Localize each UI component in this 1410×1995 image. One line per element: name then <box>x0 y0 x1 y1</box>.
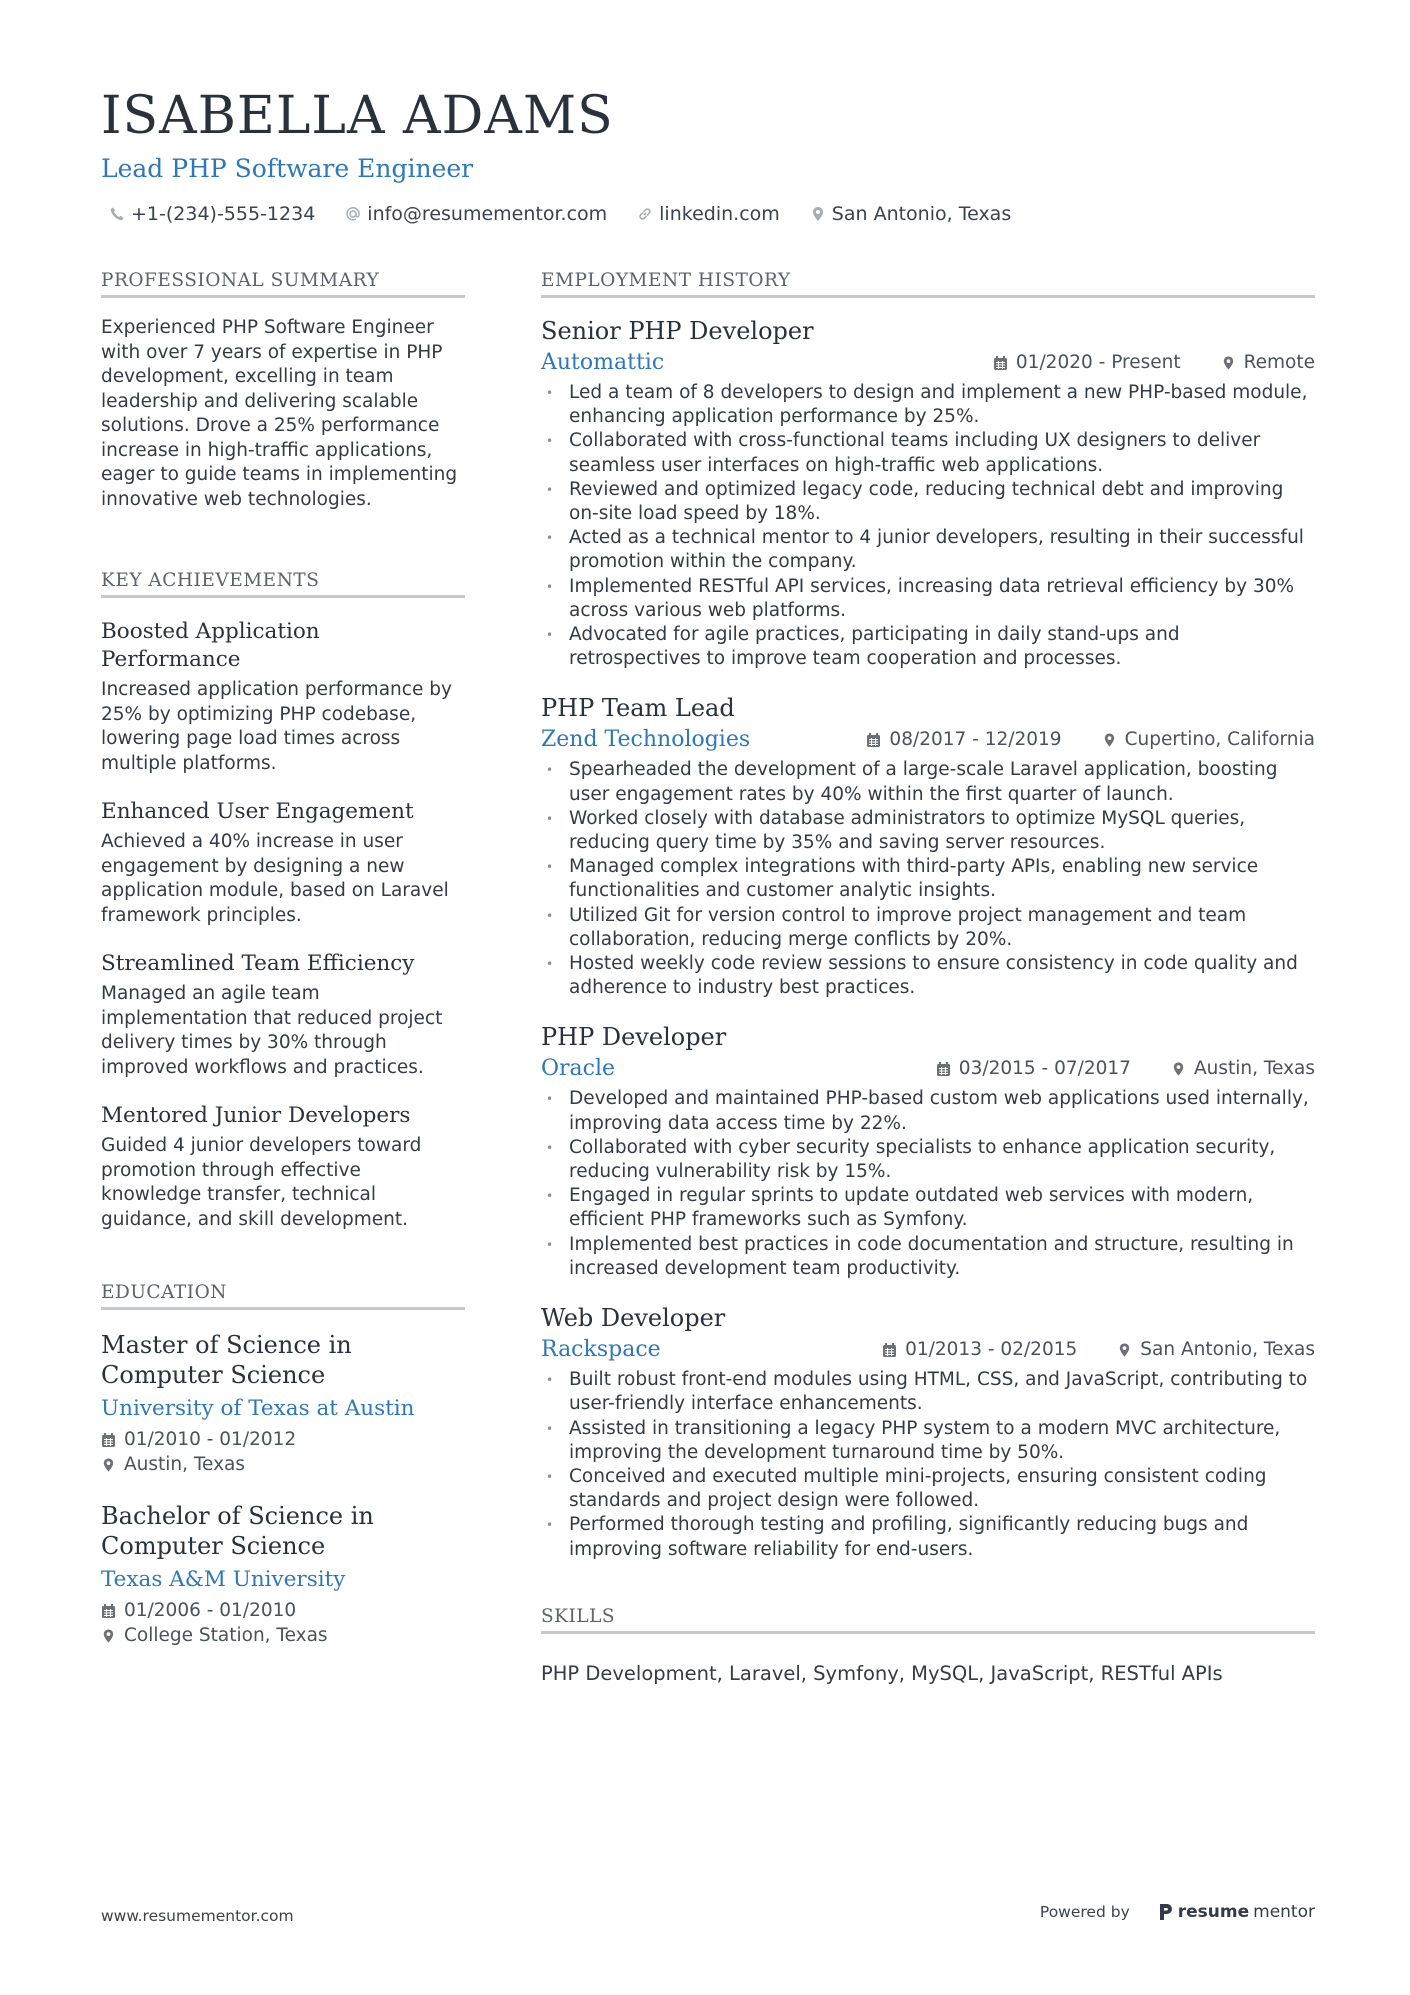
job-bullets <box>541 1368 1315 1562</box>
achievement-item <box>101 1102 465 1232</box>
job-bullet: • Engaged in regular sprints to update outdated web services with modern, efficient PHP frameworks such as Symfony. <box>541 1184 1315 1232</box>
calendar-icon <box>993 355 1008 371</box>
contact-email[interactable] <box>345 203 607 225</box>
education-item <box>101 1501 465 1646</box>
achievement-title: Streamlined Team Efficiency <box>101 951 415 976</box>
job-bullet: • Hosted weekly code review sessions to ensure consistency in code quality and adherence to industry best practices. <box>541 952 1315 1000</box>
contact-bar <box>101 203 1321 225</box>
achievement-title: Enhanced User Engagement <box>101 799 414 824</box>
job-bullet: • Developed and maintained PHP-based custom web applications used internally, improving data access time by 22%. <box>541 1087 1315 1135</box>
summary-section <box>101 270 465 512</box>
brand-name-light: mentor <box>1253 1902 1315 1922</box>
location-icon <box>1221 355 1236 371</box>
education-location <box>101 1454 465 1475</box>
candidate-name: ISABELLA ADAMS <box>101 86 614 146</box>
job-title: Web Developer <box>541 1304 726 1333</box>
education-dates <box>101 1429 465 1450</box>
link-icon <box>637 206 653 222</box>
employment-section <box>541 270 1315 1562</box>
contact-location-text: San Antonio, Texas <box>831 203 1012 225</box>
education-section <box>101 1282 465 1646</box>
achievements-heading: KEY ACHIEVEMENTS <box>101 570 465 598</box>
calendar-icon <box>936 1061 951 1077</box>
job-entry <box>541 693 1315 1000</box>
job-title-headline: Lead PHP Software Engineer <box>101 154 474 183</box>
brand-logo-icon <box>1158 1902 1174 1922</box>
job-bullet: • Collaborated with cyber security specialists to enhance application security, reducing vulnerability risk by 15%. <box>541 1136 1315 1184</box>
contact-location <box>810 203 1011 225</box>
phone-icon <box>109 206 125 222</box>
achievement-title: Mentored Junior Developers <box>101 1103 411 1128</box>
location-icon <box>1171 1061 1186 1077</box>
job-meta <box>866 729 1315 750</box>
contact-phone-text: +1-(234)-555-1234 <box>131 203 316 225</box>
job-bullet: • Utilized Git for version control to improve project management and team collaboration, reducing merge conflicts by 20%. <box>541 904 1315 952</box>
location-icon <box>101 1457 116 1473</box>
job-meta-row <box>541 727 1315 752</box>
employment-heading: EMPLOYMENT HISTORY <box>541 270 1315 298</box>
resume-header <box>101 84 1321 225</box>
education-item <box>101 1330 465 1475</box>
achievement-text: Managed an agile team implementation that reduced project delivery times by 30% through improved workflows and practices. <box>101 983 443 1078</box>
job-bullet: • Managed complex integrations with third-party APIs, enabling new service functionalities and customer analytic insights. <box>541 855 1315 903</box>
contact-email-text: info@resumementor.com <box>367 203 608 225</box>
achievement-text: Increased application performance by 25% by optimizing PHP codebase, lowering page load times across multiple platforms. <box>101 679 452 774</box>
education-location <box>101 1625 465 1646</box>
calendar-icon <box>101 1432 116 1448</box>
brand-name-bold: resume <box>1177 1902 1250 1922</box>
education-degree: Bachelor of Science in Computer Science <box>101 1502 374 1560</box>
job-title: PHP Developer <box>541 1023 727 1052</box>
job-bullets <box>541 1087 1315 1281</box>
calendar-icon <box>101 1603 116 1619</box>
job-dates: 03/2015 - 07/2017 <box>958 1058 1131 1080</box>
job-entry <box>541 1303 1315 1562</box>
job-bullet: • Implemented best practices in code documentation and structure, resulting in increased development team productivity. <box>541 1233 1315 1281</box>
contact-linkedin[interactable] <box>637 203 780 225</box>
job-location: Remote <box>1243 352 1315 373</box>
job-bullet: • Acted as a technical mentor to 4 junior developers, resulting in their successful promotion within the company. <box>541 526 1315 574</box>
location-icon <box>810 206 826 222</box>
job-bullet: • Led a team of 8 developers to design and implement a new PHP-based module, enhancing application performance by 25%. <box>541 381 1315 429</box>
job-meta <box>993 352 1315 373</box>
skills-section <box>541 1606 1315 1685</box>
brand-logo[interactable] <box>1158 1902 1315 1922</box>
job-company: Rackspace <box>541 1337 661 1363</box>
achievement-title: Boosted Application Performance <box>101 619 320 672</box>
summary-heading: PROFESSIONAL SUMMARY <box>101 270 465 298</box>
job-meta-row <box>541 1056 1315 1081</box>
education-degree: Master of Science in Computer Science <box>101 1331 352 1389</box>
job-location: Austin, Texas <box>1193 1058 1315 1080</box>
job-meta <box>936 1058 1315 1079</box>
skills-heading: SKILLS <box>541 1606 1315 1634</box>
achievement-text: Achieved a 40% increase in user engagement by designing a new application module, based on Laravel framework principles. <box>101 831 449 926</box>
contact-linkedin-text: linkedin.com <box>659 203 780 225</box>
achievement-item <box>101 618 465 776</box>
job-dates: 01/2013 - 02/2015 <box>905 1339 1078 1361</box>
job-location: Cupertino, California <box>1124 729 1315 751</box>
location-icon <box>1102 732 1117 748</box>
job-meta <box>882 1339 1315 1360</box>
location-icon <box>101 1628 116 1644</box>
powered-by-label: Powered by <box>1039 1903 1130 1921</box>
job-bullet: • Advocated for agile practices, participating in daily stand-ups and retrospectives to improve team cooperation and processes. <box>541 623 1315 671</box>
job-location: San Antonio, Texas <box>1140 1339 1315 1361</box>
job-title: PHP Team Lead <box>541 694 735 723</box>
job-bullet: • Collaborated with cross-functional teams including UX designers to deliver seamless user interfaces on high-traffic web applications. <box>541 429 1315 477</box>
job-bullet: • Conceived and executed multiple mini-projects, ensuring consistent coding standards and project design were followed. <box>541 1465 1315 1513</box>
job-company: Zend Technologies <box>541 727 751 753</box>
job-entry <box>541 1022 1315 1281</box>
contact-phone[interactable] <box>109 203 315 225</box>
skills-text: PHP Development, Laravel, Symfony, MySQL, JavaScript, RESTful APIs <box>541 1661 1223 1685</box>
job-title: Senior PHP Developer <box>541 317 814 345</box>
left-column <box>101 270 465 1646</box>
job-meta-row <box>541 1337 1315 1362</box>
right-column <box>541 270 1315 1685</box>
calendar-icon <box>882 1342 897 1358</box>
footer-powered-by <box>1040 1902 1315 1922</box>
job-bullet: • Performed thorough testing and profiling, significantly reducing bugs and improving software reliability for end-users. <box>541 1513 1315 1561</box>
education-heading: EDUCATION <box>101 1282 465 1310</box>
job-bullet: • Implemented RESTful API services, increasing data retrieval efficiency by 30% across various web platforms. <box>541 575 1315 623</box>
education-dates-text: 01/2006 - 01/2010 <box>124 1600 297 1621</box>
job-bullets <box>541 758 1315 1000</box>
job-company: Oracle <box>541 1056 616 1082</box>
achievement-item <box>101 798 465 928</box>
achievement-text: Guided 4 junior developers toward promotion through effective knowledge transfer, technical guidance, and skill development. <box>101 1135 422 1230</box>
job-bullet: • Worked closely with database administrators to optimize MySQL queries, reducing query time by 35% and saving server resources. <box>541 807 1315 855</box>
job-bullet: • Built robust front-end modules using HTML, CSS, and JavaScript, contributing to user-friendly interface enhancements. <box>541 1368 1315 1416</box>
achievement-item <box>101 950 465 1080</box>
job-bullet: • Reviewed and optimized legacy code, reducing technical debt and improving on-site load speed by 18%. <box>541 478 1315 526</box>
footer-website[interactable]: www.resumementor.com <box>101 1907 294 1925</box>
achievements-section <box>101 570 465 1232</box>
education-location-text: College Station, Texas <box>124 1625 328 1646</box>
location-icon <box>1117 1342 1132 1358</box>
job-entry <box>541 316 1315 671</box>
summary-text: Experienced PHP Software Engineer with over 7 years of expertise in PHP development, excelling in team leadership and delivering scalable solutions. Drove a 25% performance increase in high-traffic applications, eager to guide teams in implementing innovative web technologies. <box>101 317 458 510</box>
job-meta-row <box>541 350 1315 375</box>
job-company: Automattic <box>541 350 665 375</box>
education-dates-text: 01/2010 - 01/2012 <box>124 1429 297 1450</box>
calendar-icon <box>866 732 881 748</box>
job-bullet: • Spearheaded the development of a large-scale Laravel application, boosting user engagement rates by 40% within the first quarter of launch. <box>541 758 1315 806</box>
education-school: Texas A&M University <box>101 1567 346 1592</box>
job-dates: 08/2017 - 12/2019 <box>889 729 1062 751</box>
education-dates <box>101 1600 465 1621</box>
job-dates: 01/2020 - Present <box>1015 352 1181 373</box>
education-school: University of Texas at Austin <box>101 1396 415 1421</box>
at-icon <box>345 206 361 222</box>
job-bullet: • Assisted in transitioning a legacy PHP system to a modern MVC architecture, improving the development turnaround time by 50%. <box>541 1417 1315 1465</box>
job-bullets <box>541 381 1315 671</box>
education-location-text: Austin, Texas <box>124 1454 246 1475</box>
